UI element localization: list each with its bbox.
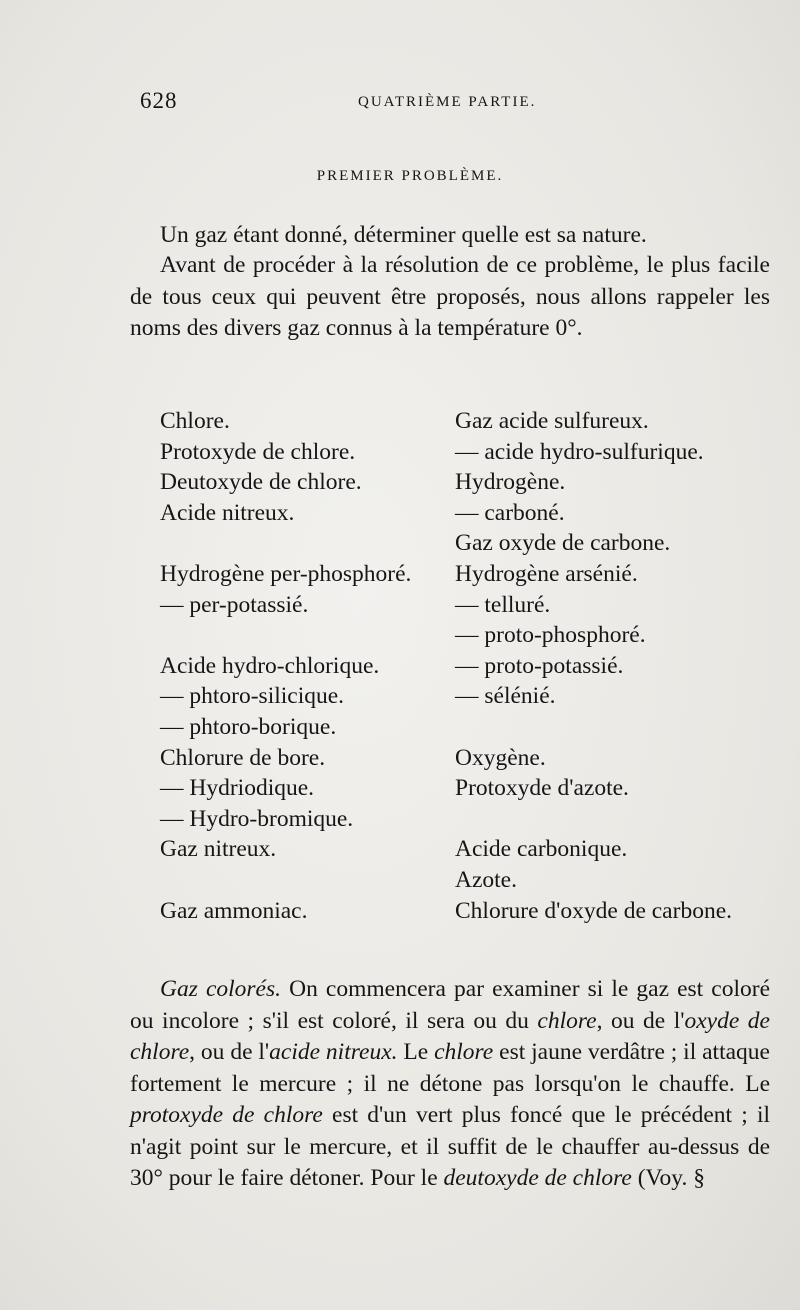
gas-list-row [160,714,780,745]
gas-name-right: Protoxyde d'azote. [455,775,629,802]
gas-list-row [160,469,780,500]
gas-list-row [160,561,780,592]
gas-name-right: Gaz acide sulfureux. [455,408,649,434]
gas-name-left: Hydrogène per-phosphoré. [160,560,412,587]
text-segment: On commencera par examiner si le gaz est coloré ou incolore ; s'il est coloré, il sera ou du [130,976,770,1034]
text-segment: est jaune verdâtre ; il attaque fortement le mercure ; il ne détone pas lorsqu'on le chauffe. Le [130,1039,770,1097]
section-title: PREMIER PROBLÈME. [316,168,504,184]
page-number: 628 [140,88,178,113]
gas-list-row [160,622,780,653]
problem-statement [130,220,770,252]
term-chlore: chlore [434,1039,494,1065]
gas-name-right: — sélénié. [455,683,556,710]
text-segment: , ou de l' [596,1007,685,1034]
page-header [140,88,760,118]
gas-list-row [160,775,780,806]
gas-list-row [160,408,780,439]
gas-name-left: Protoxyde de chlore. [160,438,356,465]
gas-list-row [160,530,780,561]
term-chlore: chlore [537,1007,597,1034]
gas-list-row [160,745,780,776]
term-protoxyde-de-chlore: protoxyde de chlore [130,1102,323,1128]
intro-paragraph [130,250,770,345]
gas-name-left: — phtoro-silicique. [160,683,345,710]
gas-name-left: Acide hydro-chlorique. [160,652,380,679]
gas-name-right: Oxygène. [455,744,546,771]
gas-list-row [160,806,780,837]
term-deutoxyde-de-chlore: deutoxyde de chlore [443,1165,632,1191]
text-segment: , ou de l' [189,1039,270,1065]
gas-list-row [160,653,780,684]
gas-name-left: — Hydriodique. [160,775,315,802]
gas-name-right: Chlorure d'oxyde de carbone. [455,897,732,924]
gas-name-right: Acide carbonique. [455,836,628,863]
intro-text: Avant de procéder à la résolution de ce problème, le plus facile de tous ceux qui peuvent être proposés, nous allons rappeler les noms des divers gaz connus à la température 0°. [130,252,770,341]
colored-gases-lead: Gaz colorés. [160,976,282,1002]
gas-name-right: Azote. [455,866,517,893]
gas-name-left: Gaz nitreux. [160,836,277,863]
text-segment: (Voy. § [631,1165,705,1191]
gas-name-left: Deutoxyde de chlore. [160,469,362,496]
term-acide-nitreux: acide nitreux. [269,1039,398,1065]
gas-name-right: — proto-potassié. [455,652,624,679]
term-oxyde-de-chlore: oxyde de chlore [130,1007,770,1065]
gas-name-right: Gaz oxyde de carbone. [455,530,671,557]
gas-name-left: — Hydro-bromique. [160,805,354,832]
colored-gases-text [130,974,770,1195]
text-segment: Le [397,1039,435,1065]
gas-name-right: Hydrogène arsénié. [455,560,638,587]
gas-name-left: Chlorure de bore. [160,744,326,771]
gas-name-right: Hydrogène. [455,469,566,496]
problem-statement-text: Un gaz étant donné, déterminer quelle est sa nature. [160,222,647,248]
colored-gases-paragraph [130,974,770,1195]
gas-name-left: — phtoro-borique. [160,713,337,740]
gas-name-right: — acide hydro-sulfurique. [455,438,704,465]
gas-list-row [160,867,780,898]
gas-name-left: Gaz ammoniac. [160,897,308,924]
gas-name-left: — per-potassié. [160,591,309,618]
gas-list-row [160,898,780,929]
gas-name-left: Acide nitreux. [160,499,295,526]
running-head: QUATRIÈME PARTIE. [358,94,537,110]
gas-name-right: — carboné. [455,499,565,526]
gas-list-row [160,683,780,714]
gas-list-row [160,439,780,470]
gas-name-right: — telluré. [455,591,551,618]
gas-name-left: Chlore. [160,408,230,434]
gas-list-row [160,592,780,623]
gas-list-row [160,500,780,531]
gas-list-row [160,836,780,867]
text-segment: est d'un vert plus foncé que le précédent ; il n'agit point sur le mercure, et il suffit de le chauffer au-dessus de 30° pour le faire détoner. Pour le [130,1102,771,1191]
gas-name-right: — proto-phosphoré. [455,622,646,649]
gas-list [160,408,780,928]
